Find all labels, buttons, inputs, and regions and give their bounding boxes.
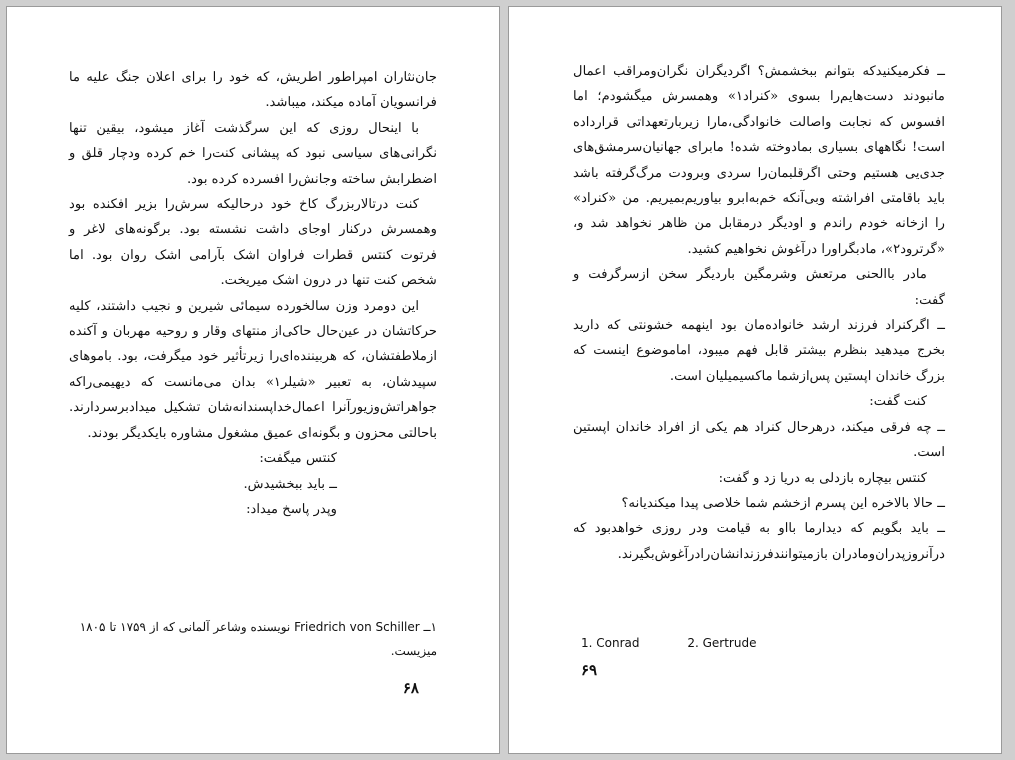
left-page-body [69, 65, 437, 522]
right-footnotes [581, 631, 939, 655]
dialogue-line-1: کنتس میگفت: [259, 451, 337, 467]
right-page [508, 6, 1002, 754]
page-number-left: ۶۸ [402, 679, 419, 697]
left-page [6, 6, 500, 754]
footnote-gertrude: 2. Gertrude [687, 636, 757, 650]
dialogue-line-3: وپدر پاسخ میداد: [246, 501, 337, 517]
left-paragraph-4: این دومرد وزن سالخورده سیمائی شیرین و نجیب داشتند، کلیه حرکاتشان در عین‌حال حاکی‌از منتهای وقار و روحیه مهربان و آکنده ازملاطفتشان، که هربیننده‌ای‌را زیرتأثیر خود میگرفت، بود. باموهای سپیدشان، به تعبیر «شیلر۱» بدان می‌مانست که دیهیمی‌راکه جواهراتش‌وزیورآنرا اعمال‌خداپسندانه‌شان تشکیل میدادبرسردارند. باحالتی محزون و بگونه‌ای عمیق مشغول مشاوره بایکدیگر بودند. [69, 298, 438, 441]
dialogue-line-2: ــ باید ببخشیدش. [243, 476, 337, 492]
right-paragraph-8: ــ باید بگویم که دیدارما بااو به قیامت ودر روزی خواهدبود که درآنروزپدران‌ومادران بازمیتوانندفرزندانشان‌رادرآغوش‌بگیرند. [573, 521, 945, 562]
right-page-body [573, 59, 945, 567]
right-paragraph-2: مادر باالحنی مرتعش وشرمگین باردیگر سخن ازسرگرفت و گفت: [573, 267, 945, 308]
footnote-conrad: 1. Conrad [581, 636, 640, 650]
right-paragraph-3: ــ اگرکنراد فرزند ارشد خانواده‌مان بود اینهمه خشونتی که دارید بخرج میدهید بنظرم بیشتر قابل فهم میبود، اماموضوع اینست که بزرگ خاندان اپستین پس‌ازشما ماکسیمیلیان است. [573, 318, 945, 384]
left-paragraph-3: کنت درتالاربزرگ کاخ خود درحالیکه سرش‌را بزیر افکنده بود وهمسرش درکنار اوجای داشت نشسته بود. برگونه‌های لاغر و فرتوت کنتس قطرات فراوان اشک بآرامی اشک روان بود. اما شخص کنت تنها در درون اشک میریخت. [69, 197, 437, 289]
right-paragraph-7: ــ حالا بالاخره این پسرم ازخشم شما خلاصی پیدا میکندیانه؟ [621, 495, 945, 511]
left-footnote [69, 615, 437, 663]
left-paragraph-2: با اینحال روزی که این سرگذشت آغاز میشود، بیقین تنها نگرانی‌های سیاسی نبود که پیشانی کنت‌را خم کرده ودچار قلق و اضطرابش ساخته وجانش‌را افسرده کرده بود. [69, 120, 437, 187]
page-number-right: ۶۹ [581, 661, 598, 679]
right-paragraph-6: کنتس بیچاره بازدلی به دریا زد و گفت: [718, 470, 927, 486]
footnote-marker: ۱ــ [423, 620, 437, 634]
left-dialogue [69, 446, 337, 522]
right-paragraph-5: ــ چه فرقی میکند، درهرحال کنراد هم یکی از افراد خاندان اپستین است. [573, 419, 945, 461]
left-paragraph-1: جان‌نثاران امپراطور اطریش، که خود را برای اعلان جنگ علیه ما فرانسویان آماده میکند، میباشد. [69, 70, 437, 111]
footnote-text: نویسنده وشاعر آلمانی که از ۱۷۵۹ تا ۱۸۰۵ میزیست. [79, 620, 437, 658]
footnote-latin-name: Friedrich von Schiller [294, 620, 420, 634]
right-paragraph-1: ــ فکرمیکنیدکه بتوانم ببخشمش؟ اگردیگران نگران‌ومراقب اعمال مانبودند دست‌هایم‌را بسوی «کنراد۱» وهمسرش میگشودم؛ اما افسوس که نجابت واصالت خانوادگی،مارا زیربارتعهداتی قرارداده است! نگاههای بسیاری بمادوخته شده! مابرای جهانیان‌سرمشق‌های جدی‌یی هستیم وحتی اگرقلبمان‌را سردی وبرودت مرگ‌گرفته باشد باید باقامتی افراشته وبی‌آنکه خم‌به‌ابرو بیاوریم‌بمیریم. من «کنراد» را ازخانه خودم راندم و اودیگر درمقابل من ظاهر نخواهد شد و، «گرترود۲»، مادبگراورا درآغوش نخواهیم کشید. [573, 64, 945, 257]
right-paragraph-4: کنت گفت: [869, 394, 927, 410]
